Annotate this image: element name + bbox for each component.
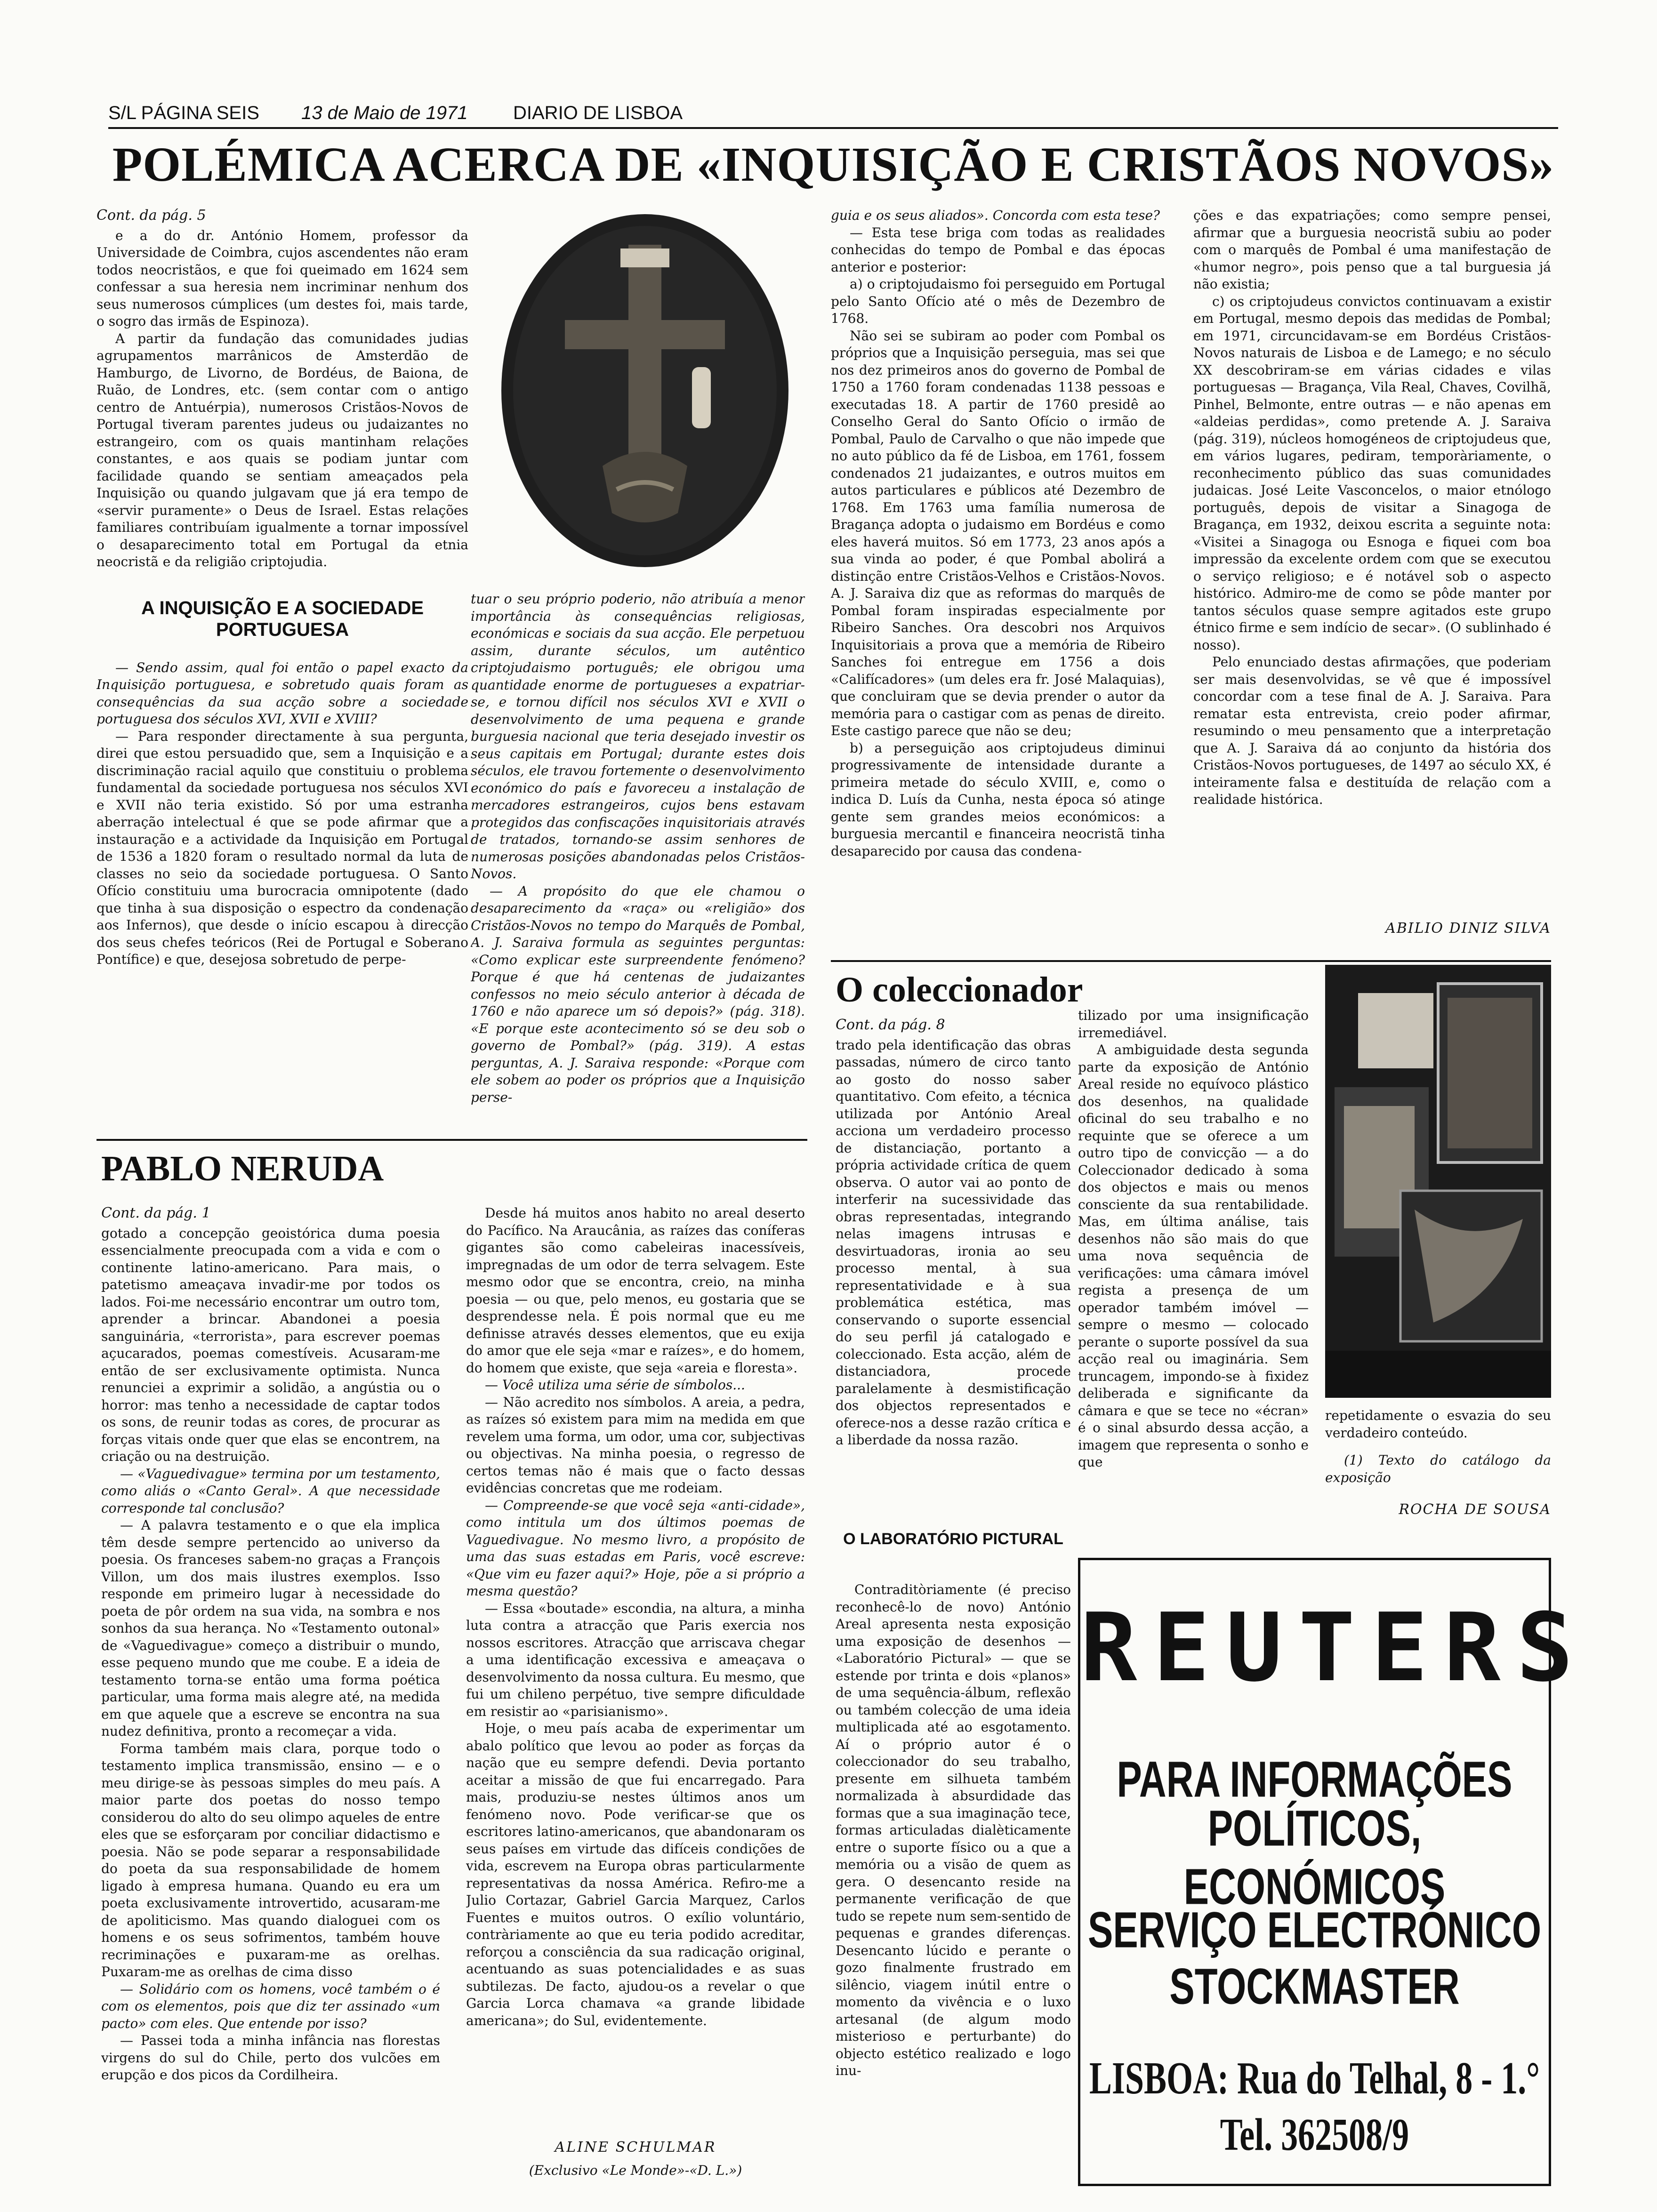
interview-question: — «Vaguedivague» termina por um testamento, como aliás o «Canto Geral». A que necessidade corresponde tal conclusão? — [101, 1466, 440, 1516]
interview-question: — Solidário com os homens, você também o é com os elementos, pois que diz ter assinado «um pacto» com eles. Que entende por isso? — [101, 1981, 440, 2031]
section-rule — [97, 1139, 807, 1141]
paragraph: — Essa «boutade» escondia, na altura, a minha luta contra a atracção que Paris exercia nos nossos escritores. Atracção que arriscava chegar a uma identificação excessiva e ameaçava o desenvolvimento da nossa cultura. Eu mesmo, que fui um chileno perpétuo, tive sempre dificuldade em resistir ao «parisianismo». — [466, 1600, 805, 1719]
author-signature: ALINE SCHULMAR — [555, 2139, 716, 2156]
reuters-logo: REUTERS — [1080, 1593, 1589, 1703]
paragraph: A ambiguidade desta segunda parte da exposição de António Areal reside no equívoco plástico dos desenhos, na qualidade oficinal do seu trabalho e no requinte que se oferece a um outro tipo de convicção — a do Coleccionador dedicado à soma dos objectos e mais ou menos consciente da sua rentabilidade. Mas, em última análise, tais desenhos não são mais do que uma nova sequência de verificações: uma câmara imóvel regista a presença de um operador também imóvel — sempre o mesmo — colocado perante o suporte possível da sua acção real ou imaginária. Sem truncagem, impondo-se à fixidez deliberada e significante da câmara e que se tece no «écran» é o sinal absurdo dessa acção, a imagem que representa o sonho e que — [1078, 1042, 1309, 1470]
exhibition-photo — [1325, 965, 1551, 1398]
subheading: O LABORATÓRIO PICTURAL — [843, 1530, 1063, 1548]
paragraph: guia e os seus aliados». Concorda com esta tese? — [831, 208, 1160, 223]
paragraph: c) os criptojudeus convictos continuavam a existir em Portugal, mesmo depois das medidas de Pombal; em 1971, circuncidavam-se em Bordéus Cristãos-Novos naturais de Lisboa e de Lamego; e no século XX descobriram-se em várias cidades e vilas portuguesas — Bragança, Vila Real, Chaves, Covilhã, Pinhel, Belmonte, entre outras — e não apenas em «aldeias perdidas», como pretende A. J. Saraiva (pág. 319), núcleos homogéneos de criptojudeus que, em vários lugares, pediram, temporàriamente, o reconhecimento público das suas comunidades judaicas. José Leite Vasconcelos, o maior etnólogo português, depois de visitar a Sinagoga de Bragança, em 1932, deixou escrita a seguinte nota: «Visitei a Sinagoga ou Esnoga e fiquei com boa impressão da excelente ordem com que se executou o serviço religioso; e é notável sob o aspecto histórico. Admiro-me de como se pôde manter por tantos séculos quase sempre agitados este grupo étnico firme e sem indício de secar». (O sublinhado é nosso). — [1193, 293, 1551, 653]
paragraph: — A palavra testamento e o que ela implica têm desde sempre pertencido ao universo da poesia. Os franceses sabem-no graças a François Villon, um dos mais ilustres exemplos. Isso responde em primeiro lugar à necessidade do poeta de pôr ordem na sua vida, na sombra e nos sonhos da sua herança. No «Testamento outonal» de «Vaguedivague» começo a distribuir o mundo, esse pequeno mundo que me coube. E a ideia de testamento torna-se então uma forma poética particular, uma forma mais alegre até, na medida em que aquele que a escreve se encontra na sua nudez definitiva, pronto a recomeçar a vida. — [101, 1517, 440, 1739]
interview-question: — Compreende-se que você seja «anti-cidade», como intitula um dos últimos poemas de Vaguedivague. No mesmo livro, a propósito de uma das suas estadas em Paris, você escreve: «Que vim eu fazer aqui?» Hoje, põe a si próprio a mesma questão? — [466, 1497, 805, 1599]
continuation-note: Cont. da pág. 1 — [101, 1205, 211, 1221]
interview-question: — Você utiliza uma série de símbolos... — [485, 1377, 745, 1393]
paragraph: — A propósito do que ele chamou o desaparecimento da «raça» ou «religião» dos Cristãos-Novos no tempo do Marquês de Pombal, A. J. Saraiva formula as seguintes perguntas: «Como explicar este surpreendente fenómeno? Porque é que há centenas de judaizantes confessos no meio século anterior à década de 1760 e não aparece um só depois?» (pág. 318). «E porque este acontecimento só se deu sob o governo de Pombal?» (pág. 319). A estas perguntas, A. J. Saraiva responde: «Porque com ele sobem ao poder os próprios que a Inquisição perse- — [471, 883, 805, 1105]
subheading: A INQUISIÇÃO E A SOCIEDADE PORTUGUESA — [141, 597, 424, 640]
neruda-column-1 — [101, 1205, 440, 2184]
continuation-note: Cont. da pág. 8 — [836, 1017, 945, 1033]
paragraph: b) a perseguição aos criptojudeus diminui progressivamente de intensidade durante a primeira metade do século XVIII, e, como o indica D. Luís da Cunha, nesta época só atinge gente sem grandes meios económicos: a burguesia mercantil e financeira neocristã tinha desaparecido por causa das condena- — [831, 740, 1165, 859]
paragraph: Forma também mais clara, porque todo o testamento implica transmissão, ensino — e o meu dirige-se às pessoas simples do meu país. A maior parte dos poetas do nosso tempo considerou do alto do seu olimpo aqueles de entre eles que se esforçaram por conciliar didactismo e poesia. Não se pode separar a responsabilidade do poeta da sua responsabilidade de homem ligado à empresa humana. Quando eu era um poeta exclusivamente introvertido, acusaram-me de apoliticismo. Mas quando dialoguei com os homens e os seus sofrimentos, também houve recriminações e puxaram-me as orelhas. Puxaram-me as orelhas de cima disso — [101, 1740, 440, 1980]
paragraph: Hoje, o meu país acaba de experimentar um abalo político que levou ao poder as forças da nação que eu sempre defendi. Devia portanto aceitar a missão de que fui encarregado. Para mais, produziu-se nestes últimos anos um fenómeno novo. Pode verificar-se que os escritores latino-americanos, que abandonaram os seus países em virtude das difíceis condições de vida, escrevem na Europa obras particularmente representativas da nossa América. Refiro-me a Julio Cortazar, Gabriel Garcia Marquez, Carlos Fuentes e muitos outros. O exílio voluntário, contràriamente ao que eu teria podido acreditar, reforçou a consciência da sua radicação original, acentuando as suas potencialidades e as suas subtilezas. De facto, ajudou-os a revelar o que Garcia Lorca chamava «a grande libidade americana»; do Sul, evidentemente. — [466, 1721, 805, 2028]
section-rule — [831, 960, 1551, 962]
crucifix-photo — [499, 212, 791, 569]
paragraph: — Não acredito nos símbolos. A areia, a pedra, as raízes só existem para mim na medida em que revelem uma forma, um odor, uma cor, subjectivas ou objectivas. Na minha poesia, o regresso de certos temas não é mais que o facto dessas evidências concretas que me rodeiam. — [466, 1394, 805, 1496]
paragraph: tilizado por uma insignificação irremediável. — [1078, 1008, 1309, 1041]
photo-caption — [1325, 1407, 1551, 1445]
paragraph: A partir da fundação das comunidades judias agrupamentos marrânicos de Amsterdão de Hamburgo, de Livorno, de Bordéus, de Baiona, de Ruão, de Londres, etc. (sem contar com o antigo centro de Antuérpia), numerosos Cristãos-Novos de Portugal tiveram parentes judeus ou judaizantes no estrangeiro, com os quais mantinham relações constantes, e aos quais se podiam juntar com facilidade quando se sentiam ameaçados pela Inquisição ou quando julgavam que já era tempo de «servir puramente» o Deus de Israel. Estas relações familiares contribuíam igualmente a tornar impossível o desaparecimento total em Portugal da etnia neocristã e da religião criptojudia. — [97, 330, 468, 569]
interview-question: — Sendo assim, qual foi então o papel exacto da Inquisição portuguesa, e sobretudo quais foram as consequências da sua acção sobre a sociedade portuguesa dos séculos XVI, XVII e XVIII? — [97, 659, 468, 727]
ad-address: LISBOA: Rua do Telhal, 8 - 1.° — [1089, 2052, 1540, 2104]
author-signature: ABILIO DINIZ SILVA — [1385, 920, 1551, 937]
reuters-advertisement — [1078, 1558, 1589, 2186]
credit-line: (Exclusivo «Le Monde»-«D. L.») — [529, 2163, 742, 2178]
page-label: S/L PÁGINA SEIS — [108, 103, 259, 123]
paragraph: trado pela identificação das obras passadas, número de circo tanto ao gosto do nosso saber quantitativo. Com efeito, a técnica utilizada por António Areal acciona um verdadeiro processo de distanciação, portanto a própria actividade crítica de quem observa. O autor vai ao ponto de interferir na sucessividade das obras representadas, integrando nelas imagens intrusas e desvirtuadoras, ironia ao seu processo mental, à sua representatividade e à sua problemática estética, mas conservando o suporte essencial do seu perfil já catalogado e coleccionado. Esta acção, além de distanciadora, procede paralelamente à desmistificação dos objectos representados e oferece-nos a desse razão crítica e a liberdade da nossa razão. — [836, 1037, 1071, 1448]
header-rule — [108, 127, 1558, 129]
ad-line: STOCKMASTER — [1169, 1958, 1460, 2015]
paragraph: tuar o seu próprio poderio, não atribuía a menor importância às consequências religiosas, económicas e sociais da sua acção. Ele perpetuou assim, durante séculos, um autêntico criptojudaismo português; ele obrigou uma quantidade enorme de portugueses a expatriar-se, e tornou difícil nos séculos XVI e XVII o desenvolvimento de uma pequena e grande burguesia nacional que teria desejado investir os seus capitais em Portugal; durante estes dois séculos, ele travou fortemente o desenvolvimento económico do país e favoreceu a instalação de mercadores estrangeiros, cujos bens estavam protegidos das confiscações inquisitoriais através de tratados, tornando-se assim senhores de numerosas posições abandonadas pelos Cristãos-Novos. — [471, 591, 805, 882]
caption-text: repetidamente o esvazia do seu verdadeiro conteúdo. — [1325, 1408, 1551, 1441]
footnote — [1325, 1452, 1551, 1490]
footnote-text: (1) Texto do catálogo da exposição — [1325, 1452, 1551, 1485]
paragraph: e a do dr. António Homem, professor da Universidade de Coimbra, cujos ascendentes não eram todos neocristãos, e que foi queimado em 1624 sem confessar a sua heresia nem incriminar nenhum dos seus numerosos cúmplices (um destes foi, mais tarde, o sogro das irmãs de Espinoza). — [97, 227, 468, 329]
coleccionador-column-1 — [836, 1017, 1071, 1515]
neruda-title: PABLO NERUDA — [101, 1149, 384, 1188]
neruda-column-2 — [466, 1205, 805, 2113]
paragraph: Desde há muitos anos habito no areal deserto do Pacífico. Na Araucânia, as raízes das coníferas gigantes são como cabeleiras inacessíveis, impregnadas de um odor de terra selvagem. Este mesmo odor que se encontra, creio, na minha poesia — ou que, pelo menos, eu gostaria que se desprendesse nela. É pois normal que eu me definisse através desses elementos, que eu exija do amor que ele seja «mar e raízes», e do homem, do homem que existe, que seja «areia e floresta». — [466, 1205, 805, 1376]
ad-line: PARA INFORMAÇÕES — [1117, 1751, 1512, 1808]
ad-phone: Tel. 362508/9 — [1220, 2109, 1409, 2160]
paragraph: Pelo enunciado destas afirmações, que poderiam ser mais desenvolvidas, se vê que é impossível concordar com a tese final de A. J. Saraiva. Para rematar esta entrevista, creio poder afirmar, resumindo o meu pensamento que a interpretação que A. J. Saraiva dá ao conjunto da história dos Cristãos-Novos portugueses, de 1497 ao século XX, é inteiramente falsa e destituída de relação com a realidade histórica. — [1193, 654, 1551, 807]
paragraph: ções e das expatriações; como sempre pensei, afirmar que a burguesia neocristã subiu ao poder com o marquês de Pombal é uma manifestação de «humor negro», pois penso que a tal burguesia já não existia; — [1193, 208, 1551, 292]
paragraph: a) o criptojudaismo foi perseguido em Portugal pelo Santo Ofício até o mês de Dezembro de 1768. — [831, 276, 1165, 326]
paragraph: Contraditòriamente (é preciso reconhecê-lo de novo) António Areal apresenta nesta exposição uma exposição de desenhos — «Laboratório Pictural» — que se estende por trinta e dois «planos» de uma sequência-álbum, reflexão ou também colecção de uma ideia multiplicada até ao esgotamento. Aí o próprio autor é o coleccionador do seu trabalho, presente em silhueta também normalizada à absurdidade das formas que a sua imaginação tece, formas articuladas dialèticamente entre o suporte físico ou a que a memória ou a visão de quem as gera. O desencanto reside na permanente verificação de que tudo se repete num sem-sentido de pequenas e grandes diferenças. Desencanto lúcido e perante o gozo finalmente frustrado em silêncio, viagem inútil entre o momento da vivência e o luxo artesanal (de algum modo misterioso e perturbante) do objecto estético realizado e logo inu- — [836, 1582, 1071, 2078]
coleccionador-title: O coleccionador — [836, 970, 1083, 1010]
polemica-column-2 — [471, 591, 805, 1127]
paragraph: gotado a concepção geoistórica duma poesia essencialmente preocupada com a vida e com o continente latino-americano. Para mais, o patetismo ameaçava invadir-me por todos os lados. Foi-me necessário encontrar um outro tom, aprender a brincar. Abandonei a poesia sanguinária, «terrorista», para escrever poemas açucarados, poemas comestíveis. Acusaram-me então de ser exclusivamente optimista. Nunca renunciei a exprimir a solidão, a angústia ou o horror: mas tenho a necessidade de captar todos os sons, de reunir todas as cores, de procurar as forças vitais onde quer que elas se encontrem, na criação ou na destruição. — [101, 1225, 440, 1464]
ad-line: SERVIÇO ELECTRÓNICO — [1087, 1901, 1542, 1958]
paragraph: Não sei se subiram ao poder com Pombal os próprios que a Inquisição perseguia, mas sei que nos dez primeiros anos do governo de Pombal de 1750 a 1760 foram condenadas 1138 pessoas e executadas 18. A partir de 1760 presidê ao Conselho Geral do Santo Ofício o irmão de Pombal, Paulo de Carvalho o que não impede que no auto público da fé de Lisboa, em 1761, fossem condenados 21 judaizantes, e outros muitos em autos particulares e públicos até Dezembro de 1768. Em 1763 uma família numerosa de Bragança adopta o judaismo em Bordéus e como eles haverá muitos. Só em 1773, 23 anos após a sua vinda ao poder, é que Pombal abolirá a distinção entre Cristãos-Velhos e Cristãos-Novos. A. J. Saraiva diz que as reformas do marquês de Pombal foram inspiradas especialmente por Ribeiro Sanches. Ora descobri nos Arquivos Inquisitoriais a prova que a memória de Ribeiro Sanches foi entregue em 1756 a dois «Califícadores» (um deles era fr. José Malaquias), que concluiram que se devia prender o autor da memória para o castigar com as penas de direito. Este castigo parece que não se deu; — [831, 328, 1165, 738]
paragraph: — Para responder directamente à sua pergunta, direi que estou persuadido que, sem a Inquisição e a discriminação racial aquilo que constituiu o problema fundamental da sociedade portuguesa nos séculos XVI e XVII não teria existido. Só por uma estranha aberração intelectual é que se pode afirmar que a instauração e a actividade da Inquisição em Portugal de 1536 a 1820 foram o resultado normal da luta de classes no seio da sociedade portuguesa. O Santo Ofício constituiu uma burocracia omnipotente (dado que tinha à sua disposição o espectro da condenação aos Infernos), que desde o início escapou à direcção dos seus chefes teóricos (Rei de Portugal e Soberano Pontífice) e que, desejosa sobretudo de perpe- — [97, 728, 468, 967]
paragraph: — Esta tese briga com todas as realidades conhecidas do tempo de Pombal e das épocas anterior e posterior: — [831, 224, 1165, 275]
issue-date: 13 de Maio de 1971 — [301, 103, 468, 123]
polemica-column-3 — [831, 207, 1165, 1082]
running-head — [108, 99, 1558, 127]
polemica-column-4 — [1193, 207, 1551, 894]
paragraph: — Passei toda a minha infância nas florestas virgens do sul do Chile, perto dos vulcões em erupção e dos picos da Cordilheira. — [101, 2033, 440, 2083]
laboratorio-column — [836, 1581, 1071, 2184]
coleccionador-column-2 — [1078, 1007, 1309, 1530]
polemica-column-1 — [97, 207, 468, 1130]
author-signature: ROCHA DE SOUSA — [1399, 1501, 1551, 1518]
continuation-note: Cont. da pág. 5 — [97, 207, 206, 224]
main-headline: POLÉMICA ACERCA DE «INQUISIÇÃO E CRISTÃOS NOVOS» — [112, 137, 1554, 192]
ad-line: POLÍTICOS, ECONÓMICOS — [1183, 1800, 1446, 1915]
newspaper-name: DIARIO DE LISBOA — [513, 103, 683, 123]
